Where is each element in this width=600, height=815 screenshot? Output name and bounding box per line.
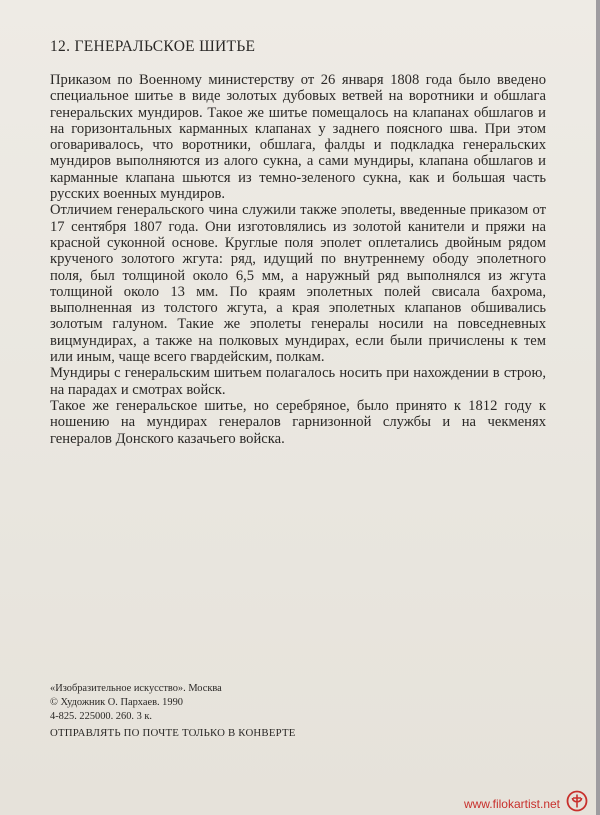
scan-edge xyxy=(596,0,600,815)
paragraph-4: Такое же генеральское шитье, но серебряное, было принято к 1812 году к ношению на мундирах генералов гарнизонной службы и на чекменях генералов Донского казачьего войска. xyxy=(50,397,546,447)
imprint xyxy=(50,682,530,724)
paragraph-2: Отличием генеральского чина служили также эполеты, введенные приказом от 17 сентября 1807 года. Они изготовлялись из золотой канители и пряжи на красной суконной основе. Круглые поля эполет оплетались двойным рядом крученого золотого жгута: ряд, идущий по внутреннему ободу эполетного поля, был толщиной около 6,5 мм, а наружный ряд выполнялся из жгута толщиной около 13 мм. По краям эполетных полей свисала бахрома, выполненная из толстого жгута, а края эполетных клапанов обшивались золотым галуном. Такие же эполеты генералы носили на повседневных вицмундирах, а также на полковых мундирах, если были причислены к тем или иным, чаще всего гвардейским, полкам. xyxy=(50,202,546,366)
imprint-publisher: «Изобразительное искусство». Москва xyxy=(50,683,222,694)
paragraph-3: Мундиры с генеральским шитьем полагалось носить при нахождении в строю, на парадах и смотрах войск. xyxy=(50,365,546,398)
imprint-copyright: © Художник О. Пархаев. 1990 xyxy=(50,697,183,708)
watermark-link[interactable]: www.filokartist.net xyxy=(463,797,560,811)
watermark-logo-icon xyxy=(566,790,588,812)
page-title: 12. ГЕНЕРАЛЬСКОЕ ШИТЬЕ xyxy=(50,38,256,55)
postal-note: ОТПРАВЛЯТЬ ПО ПОЧТЕ ТОЛЬКО В КОНВЕРТЕ xyxy=(50,727,296,739)
body-text xyxy=(50,72,546,447)
imprint-code: 4-825. 225000. 260. 3 к. xyxy=(50,711,153,722)
paragraph-1: Приказом по Военному министерству от 26 января 1808 года было введено специальное шитье в виде золотых дубовых ветвей на воротники и обшлага генеральских мундиров. Такое же шитье помещалось на клапанах обшлагов и на горизонтальных карманных клапанах у заднего поясного шва. При этом оговаривалось, что воротники, обшлага, фалды и подкладка генеральских мундиров выполняются из алого сукна, а сами мундиры, клапана обшлагов и карманные клапана шьются из темно-зеленого сукна, как и большая часть русских военных мундиров. xyxy=(50,72,546,203)
